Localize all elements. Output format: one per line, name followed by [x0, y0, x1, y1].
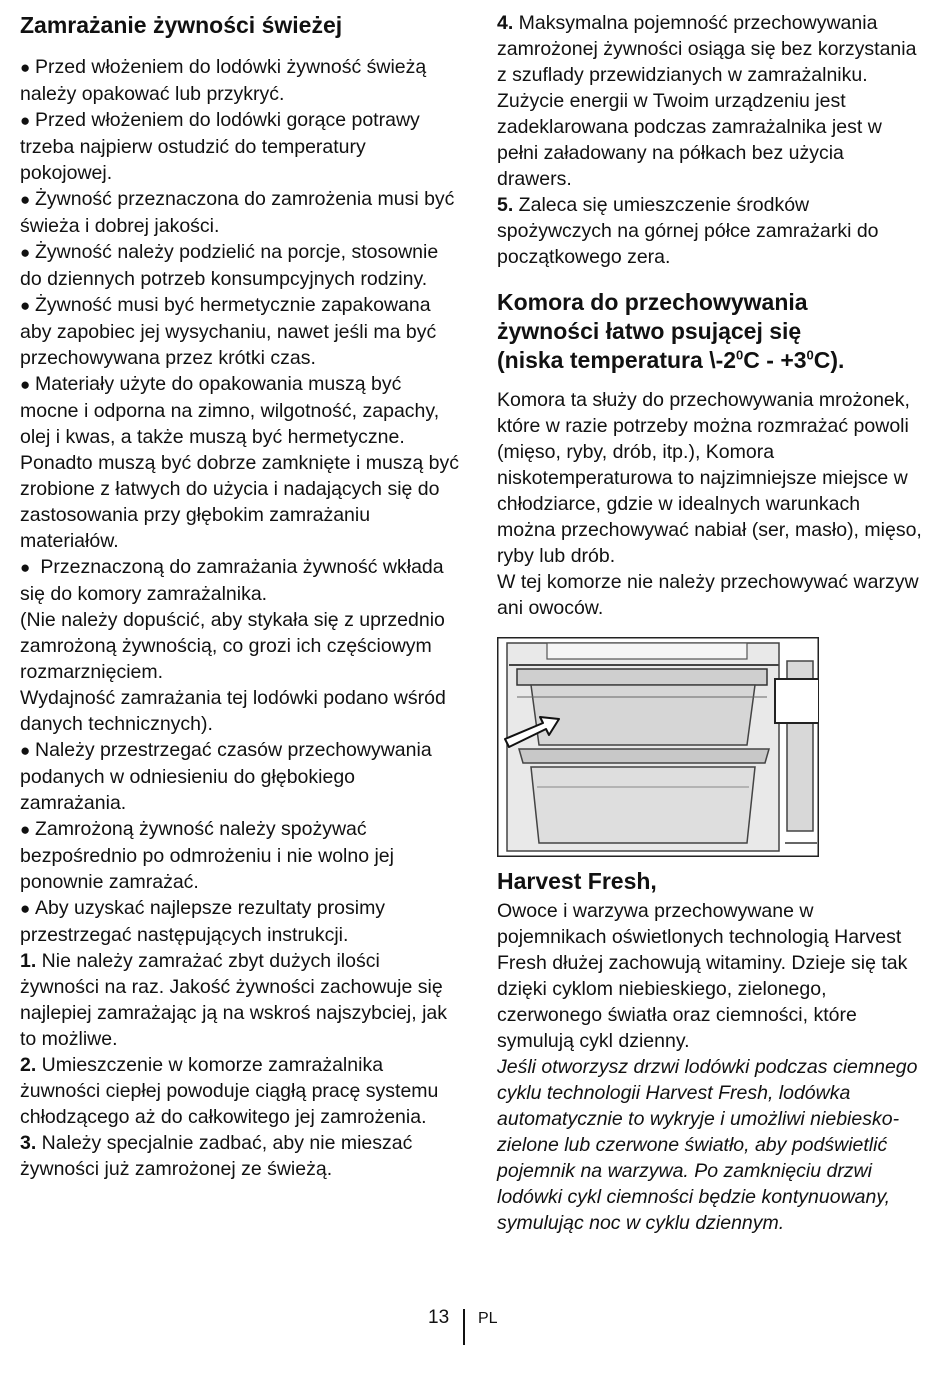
numbered-item [20, 1130, 460, 1182]
harvest-paragraph: Owoce i warzywa przechowywane w pojemnikach oświetlonych technologią Harvest Fresh dłużej zachowują witaminy. Dzieje się tak dzięki cyklom niebieskiego, zielonego, czerwonego światła oraz ciemności, które symulują cykl dzienny. [497, 900, 908, 1052]
page-language: PL [478, 1310, 498, 1327]
section-title-harvest: Harvest Fresh, [497, 868, 657, 894]
left-body-text [20, 54, 460, 1182]
chamber-title-line3-post: C). [813, 347, 845, 373]
bullet-item: ● Żywność przeznaczona do zamrożenia musi być świeża i dobrej jakości. [20, 186, 460, 239]
right-top-text [497, 10, 922, 270]
chamber-title-line3-pre: (niska temperatura \-2 [497, 347, 737, 373]
bullet-item: ● Zamrożoną żywność należy spożywać bezpośrednio po odmrożeniu i nie wolno jej ponownie zamrażać. [20, 816, 460, 895]
item-text: Maksymalna pojemność przechowywania zamrożonej żywności osiąga się bez korzystania z szuflady przewidzianych w zamrażalniku. [497, 12, 917, 86]
paragraph: (Nie należy dopuścić, aby stykała się z uprzednio zamrożoną żywnością, co grozi ich częściowym rozmarznięciem. [20, 609, 445, 683]
chamber-body-text [497, 387, 922, 621]
item-text: Nie należy zamrażać zbyt dużych ilości żywności na raz. Jakość żywności zachowuje się najlepiej zamrażając ją na wskroś najszybciej, jak to możliwe. [20, 950, 448, 1050]
bullet-item: ● Przed włożeniem do lodówki żywność świeżą należy opakować lub przykryć. [20, 54, 460, 107]
numbered-item [20, 1052, 460, 1130]
harvest-italic-paragraph: Jeśli otworzysz drzwi lodówki podczas ciemnego cyklu technologii Harvest Fresh, lodówka automatycznie to wykryje i umożliwi niebiesko-zielone lub czerwone światło, aby podświetlić pojemnik na warzywa. Po zamknięciu drzwi lodówki cykl ciemności będzie kontynuowany, symulując noc w cyklu dziennym. [497, 1056, 918, 1234]
chamber-paragraph-1: Komora ta służy do przechowywania mrożonek, które w razie potrzeby można rozmrażać powoli (mięso, ryby, drób, itp.), Komora niskotemperaturowa to najzimniejsze miejsce w chłodziarce, gdzie w idealnych warunkach można przechowywać nabiał (ser, masło), mięso, ryby lub drób. [497, 389, 922, 567]
left-column [20, 10, 460, 1182]
harvest-italic-text [497, 1054, 922, 1236]
page-number: 13 [428, 1307, 450, 1328]
numbered-item [497, 10, 922, 88]
paragraph: Wydajność zamrażania tej lodówki podano wśród danych technicznych). [20, 687, 446, 735]
bullet-item: ● Aby uzyskać najlepsze rezultaty prosimy przestrzegać następujących instrukcji. [20, 895, 460, 948]
chamber-illustration [497, 637, 819, 857]
section-title-freezing: Zamrażanie żywności świeżej [20, 12, 343, 38]
footer-divider [463, 1309, 465, 1345]
item-number: 3. [20, 1132, 37, 1154]
chamber-title-line3-mid: C - +3 [743, 347, 807, 373]
chamber-paragraph-2: W tej komorze nie należy przechowywać warzyw ani owoców. [497, 571, 919, 619]
item-number: 1. [20, 950, 37, 972]
bullet-item: ● Przed włożeniem do lodówki gorące potrawy trzeba najpierw ostudzić do temperatury pokojowej. [20, 107, 460, 186]
bullet-item: ● Przeznaczoną do zamrażania żywność wkłada się do komory zamrażalnika. [20, 554, 460, 607]
item-text: Należy specjalnie zadbać, aby nie mieszać żywności już zamrożonej ze świeżą. [20, 1132, 413, 1180]
chamber-title-line2: żywności łatwo psującej się [497, 318, 802, 344]
item-number: 5. [497, 194, 514, 216]
numbered-item [497, 192, 922, 270]
section-title-chamber [497, 288, 922, 375]
bullet-item: ● Żywność należy podzielić na porcje, stosownie do dziennych potrzeb konsumpcyjnych rodziny. [20, 239, 460, 292]
paragraph: Zużycie energii w Twoim urządzeniu jest zadeklarowana podczas zamrażalnika jest w pełni załadowany na półkach bez użycia drawers. [497, 90, 882, 190]
item-text: Umieszczenie w komorze zamrażalnika żuwności ciepłej powoduje ciągłą pracę systemu chłodzącego aż do całkowitego jej zamrożenia. [20, 1054, 439, 1128]
bullet-item: ● Żywność musi być hermetycznie zapakowana aby zapobiec jej wysychaniu, nawet jeśli ma być przechowywana przez krótki czas. [20, 292, 460, 371]
bullet-item: ● Materiały użyte do opakowania muszą być mocne i odporna na zimno, wilgotność, zapachy, olej i kwas, a także muszą być hermetyczne. Ponadto muszą być dobrze zamknięte i muszą być zrobione z łatwych do użycia i nadających się do zastosowania przy głębokim zamrażaniu materiałów. [20, 371, 460, 554]
chamber-title-line1: Komora do przechowywania [497, 289, 808, 315]
item-text: Zaleca się umieszczenie środków spożywczych na górnej półce zamrażarki do początkowego zera. [497, 194, 879, 268]
degree-sup-1: 0 [736, 347, 744, 363]
bullet-item: ● Należy przestrzegać czasów przechowywania podanych w odniesieniu do głębokiego zamrażania. [20, 737, 460, 816]
item-number: 2. [20, 1054, 37, 1076]
page-footer [0, 1307, 950, 1347]
degree-sup-2: 0 [806, 347, 814, 363]
fridge-chamber-drawing [497, 637, 819, 857]
numbered-item [20, 948, 460, 1052]
item-number: 4. [497, 12, 514, 34]
harvest-body-text [497, 898, 922, 1054]
right-column [497, 10, 922, 1236]
